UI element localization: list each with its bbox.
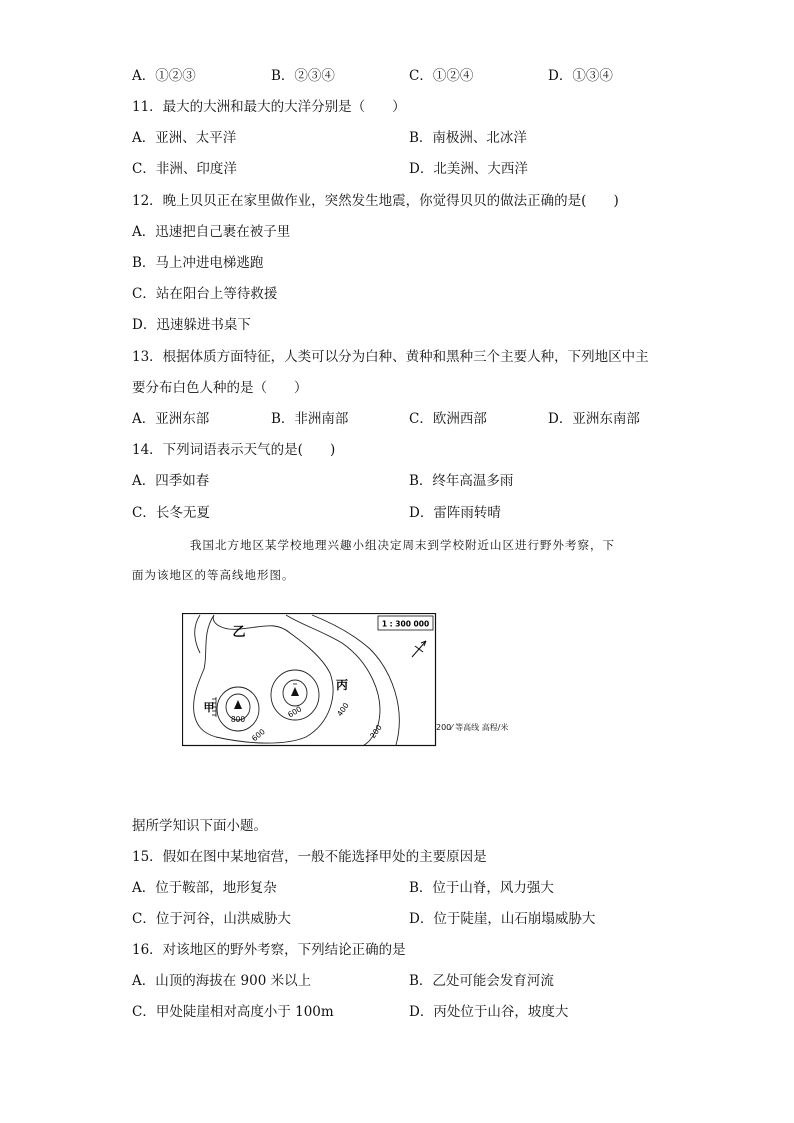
q13-stem-line1: 13．根据体质方面特征，人类可以分为白种、黄种和黑种三个主要人种，下列地区中主 bbox=[132, 349, 649, 365]
q14-stem: 14．下列词语表示天气的是( ) bbox=[132, 442, 336, 458]
q15-option-c: C．位于河谷，山洪威胁大 bbox=[132, 911, 291, 927]
label-yi: 乙 bbox=[232, 625, 246, 640]
label-bing: 丙 bbox=[335, 678, 349, 692]
q13-option-a: A．亚洲东部 bbox=[132, 411, 210, 427]
intro-line1: 我国北方地区某学校地理兴趣小组决定周末到学校附近山区进行野外考察，下 bbox=[190, 538, 615, 552]
q16-option-b: B．乙处可能会发育河流 bbox=[409, 973, 554, 989]
q11-option-d: D．北美洲、大西洋 bbox=[409, 161, 528, 177]
q11-option-c: C．非洲、印度洋 bbox=[132, 161, 237, 177]
q10-option-a: A．①②③ bbox=[132, 68, 196, 84]
q13-stem-line2: 要分布白色人种的是（ ） bbox=[132, 380, 308, 396]
contour-label: 400 bbox=[335, 701, 351, 719]
contour-label: 200 bbox=[368, 723, 384, 741]
map-legend: 200⁄ 等高线 高程/米 bbox=[436, 723, 509, 732]
q10-option-d: D．①③④ bbox=[548, 68, 613, 84]
q13-option-d: D．亚洲东南部 bbox=[548, 411, 640, 427]
q15-option-d: D．位于陡崖，山石崩塌威胁大 bbox=[409, 911, 596, 927]
q12-option-a: A．迅速把自己裹在被子里 bbox=[132, 224, 291, 240]
q13-option-b: B．非洲南部 bbox=[271, 411, 349, 427]
contour-map bbox=[182, 613, 438, 747]
q15-option-a: A．位于鞍部，地形复杂 bbox=[132, 880, 277, 896]
q14-option-d: D．雷阵雨转晴 bbox=[409, 505, 501, 521]
contour-label: 600 bbox=[250, 727, 267, 744]
q11-option-a: A．亚洲、太平洋 bbox=[132, 130, 237, 146]
q12-option-d: D．迅速躲进书桌下 bbox=[132, 317, 251, 333]
q15-stem: 15．假如在图中某地宿营，一般不能选择甲处的主要原因是 bbox=[132, 849, 487, 865]
q11-option-b: B．南极洲、北冰洋 bbox=[409, 130, 527, 146]
q16-option-d: D．丙处位于山谷，坡度大 bbox=[409, 1004, 569, 1020]
sub-question-prompt: 据所学知识下面小题。 bbox=[132, 818, 267, 834]
q14-option-a: A．四季如春 bbox=[132, 473, 210, 489]
contour-label: 800 bbox=[230, 715, 246, 724]
scale-text: 1 : 300 000 bbox=[381, 619, 430, 629]
q10-option-b: B．②③④ bbox=[271, 68, 335, 84]
q12-option-b: B．马上冲进电梯逃跑 bbox=[132, 255, 264, 271]
q11-stem: 11．最大的大洲和最大的大洋分别是（ ） bbox=[132, 99, 406, 115]
q14-option-b: B．终年高温多雨 bbox=[409, 473, 514, 489]
q16-option-a: A．山顶的海拔在 900 米以上 bbox=[132, 973, 312, 989]
q12-stem: 12．晚上贝贝正在家里做作业，突然发生地震，你觉得贝贝的做法正确的是( ) bbox=[132, 193, 619, 209]
q16-option-c: C．甲处陡崖相对高度小于 100m bbox=[132, 1004, 334, 1020]
intro-line2: 面为该地区的等高线地形图。 bbox=[132, 568, 295, 582]
map-frame bbox=[183, 614, 436, 746]
label-jia: 甲 bbox=[203, 701, 215, 714]
q10-option-c: C．①②④ bbox=[409, 68, 474, 84]
q16-stem: 16．对该地区的野外考察，下列结论正确的是 bbox=[132, 942, 406, 958]
q13-option-c: C．欧洲西部 bbox=[409, 411, 487, 427]
q14-option-c: C．长冬无夏 bbox=[132, 505, 210, 521]
q12-option-c: C．站在阳台上等待救援 bbox=[132, 286, 278, 302]
q15-option-b: B．位于山脊，风力强大 bbox=[409, 880, 554, 896]
contour-label: 600 bbox=[286, 704, 304, 720]
